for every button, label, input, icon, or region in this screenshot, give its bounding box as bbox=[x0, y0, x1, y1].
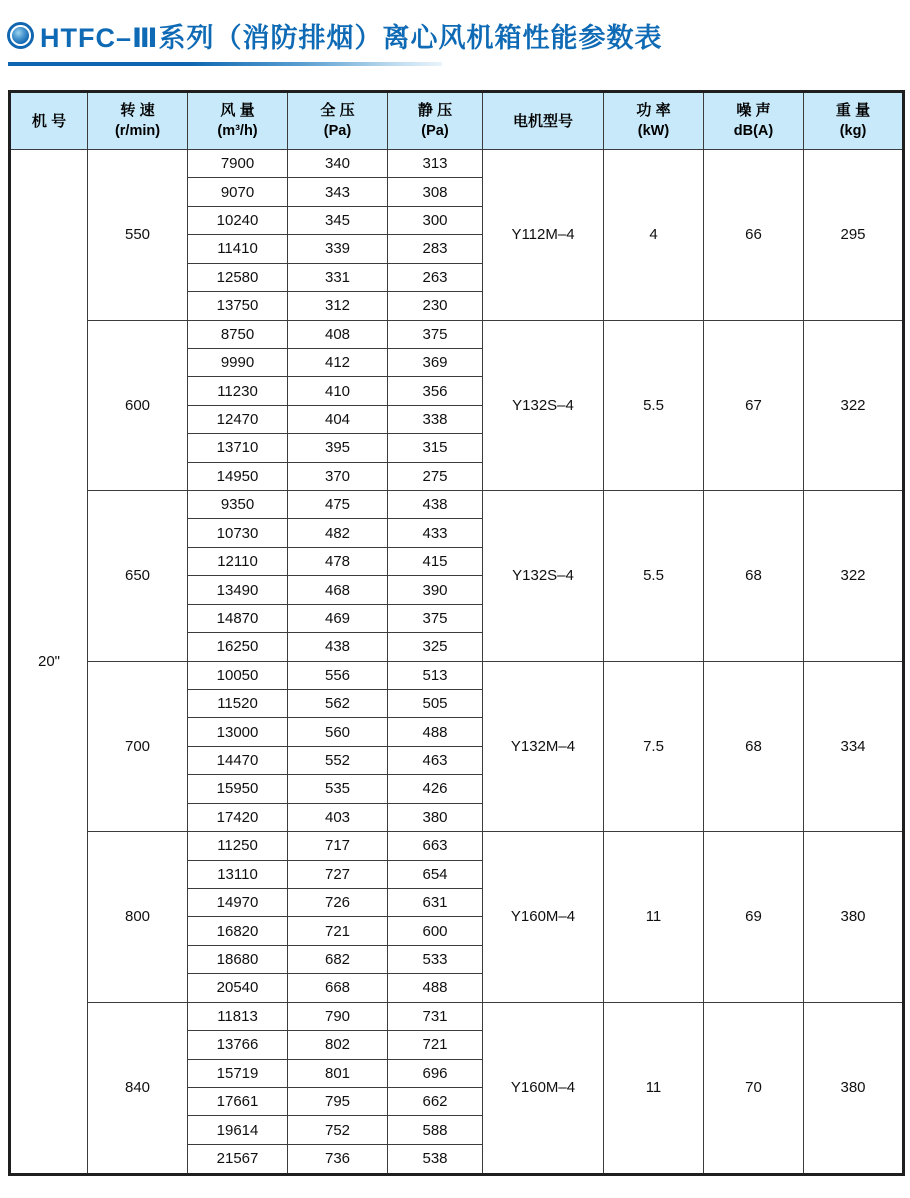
header-label: 风 量 bbox=[220, 102, 255, 120]
cell-static-pressure: 538 bbox=[388, 1144, 483, 1174]
header-label: 重 量 bbox=[835, 102, 871, 120]
cell-total-pressure: 412 bbox=[288, 348, 388, 376]
column-header-machine-no bbox=[10, 92, 88, 150]
cell-motor: Y132S–4 bbox=[483, 320, 604, 491]
cell-speed: 550 bbox=[88, 150, 188, 321]
column-header-power bbox=[604, 92, 704, 150]
cell-airflow: 17420 bbox=[188, 803, 288, 831]
cell-airflow: 7900 bbox=[188, 150, 288, 178]
cell-static-pressure: 375 bbox=[388, 604, 483, 632]
cell-total-pressure: 469 bbox=[288, 604, 388, 632]
cell-static-pressure: 375 bbox=[388, 320, 483, 348]
cell-airflow: 15719 bbox=[188, 1059, 288, 1087]
cell-total-pressure: 403 bbox=[288, 803, 388, 831]
cell-static-pressure: 663 bbox=[388, 832, 483, 860]
cell-total-pressure: 668 bbox=[288, 974, 388, 1002]
cell-total-pressure: 331 bbox=[288, 263, 388, 291]
cell-power: 7.5 bbox=[604, 661, 704, 832]
cell-airflow: 10730 bbox=[188, 519, 288, 547]
cell-static-pressure: 426 bbox=[388, 775, 483, 803]
cell-airflow: 9990 bbox=[188, 348, 288, 376]
table-row bbox=[10, 1002, 904, 1030]
header-label: 机 号 bbox=[31, 112, 67, 130]
cell-airflow: 11813 bbox=[188, 1002, 288, 1030]
cell-airflow: 11250 bbox=[188, 832, 288, 860]
column-header-speed bbox=[88, 92, 188, 150]
column-header-static-pressure bbox=[388, 92, 483, 150]
cell-airflow: 14970 bbox=[188, 888, 288, 916]
page-title: HTFC–Ⅲ系列（消防排烟）离心风机箱性能参数表 bbox=[40, 23, 663, 53]
cell-static-pressure: 369 bbox=[388, 348, 483, 376]
cell-airflow: 13710 bbox=[188, 434, 288, 462]
cell-airflow: 19614 bbox=[188, 1116, 288, 1144]
header-unit: dB(A) bbox=[733, 123, 774, 140]
header-label: 全 压 bbox=[320, 102, 355, 120]
cell-static-pressure: 721 bbox=[388, 1031, 483, 1059]
cell-static-pressure: 600 bbox=[388, 917, 483, 945]
cell-static-pressure: 463 bbox=[388, 746, 483, 774]
cell-total-pressure: 340 bbox=[288, 150, 388, 178]
cell-static-pressure: 283 bbox=[388, 235, 483, 263]
cell-speed: 600 bbox=[88, 320, 188, 491]
cell-static-pressure: 505 bbox=[388, 690, 483, 718]
cell-static-pressure: 631 bbox=[388, 888, 483, 916]
cell-total-pressure: 802 bbox=[288, 1031, 388, 1059]
table-header-row bbox=[10, 92, 904, 150]
cell-airflow: 14950 bbox=[188, 462, 288, 490]
cell-total-pressure: 339 bbox=[288, 235, 388, 263]
cell-total-pressure: 478 bbox=[288, 547, 388, 575]
cell-airflow: 16820 bbox=[188, 917, 288, 945]
cell-static-pressure: 433 bbox=[388, 519, 483, 547]
header-label: 功 率 bbox=[636, 102, 671, 120]
cell-weight: 380 bbox=[804, 1002, 904, 1174]
cell-total-pressure: 438 bbox=[288, 633, 388, 661]
cell-airflow: 9350 bbox=[188, 491, 288, 519]
cell-total-pressure: 345 bbox=[288, 206, 388, 234]
cell-airflow: 13490 bbox=[188, 576, 288, 604]
header-unit: (kW) bbox=[637, 123, 670, 140]
cell-weight: 334 bbox=[804, 661, 904, 832]
cell-static-pressure: 300 bbox=[388, 206, 483, 234]
cell-total-pressure: 408 bbox=[288, 320, 388, 348]
performance-table bbox=[8, 90, 905, 1176]
header-unit: (m³/h) bbox=[217, 123, 258, 140]
cell-airflow: 13110 bbox=[188, 860, 288, 888]
cell-airflow: 15950 bbox=[188, 775, 288, 803]
cell-motor: Y160M–4 bbox=[483, 832, 604, 1003]
cell-noise: 70 bbox=[704, 1002, 804, 1174]
cell-total-pressure: 682 bbox=[288, 945, 388, 973]
cell-airflow: 14870 bbox=[188, 604, 288, 632]
cell-total-pressure: 482 bbox=[288, 519, 388, 547]
cell-power: 4 bbox=[604, 150, 704, 321]
cell-static-pressure: 315 bbox=[388, 434, 483, 462]
cell-total-pressure: 404 bbox=[288, 405, 388, 433]
cell-airflow: 13766 bbox=[188, 1031, 288, 1059]
cell-airflow: 14470 bbox=[188, 746, 288, 774]
cell-weight: 322 bbox=[804, 320, 904, 491]
cell-static-pressure: 263 bbox=[388, 263, 483, 291]
cell-airflow: 11230 bbox=[188, 377, 288, 405]
cell-airflow: 21567 bbox=[188, 1144, 288, 1174]
cell-airflow: 13000 bbox=[188, 718, 288, 746]
cell-total-pressure: 475 bbox=[288, 491, 388, 519]
cell-static-pressure: 338 bbox=[388, 405, 483, 433]
cell-static-pressure: 325 bbox=[388, 633, 483, 661]
column-header-airflow bbox=[188, 92, 288, 150]
column-header-total-pressure bbox=[288, 92, 388, 150]
cell-total-pressure: 562 bbox=[288, 690, 388, 718]
cell-static-pressure: 662 bbox=[388, 1087, 483, 1115]
cell-static-pressure: 513 bbox=[388, 661, 483, 689]
cell-power: 5.5 bbox=[604, 320, 704, 491]
table-row bbox=[10, 320, 904, 348]
cell-power: 11 bbox=[604, 1002, 704, 1174]
cell-total-pressure: 727 bbox=[288, 860, 388, 888]
column-header-weight bbox=[804, 92, 904, 150]
cell-static-pressure: 380 bbox=[388, 803, 483, 831]
title-underline bbox=[8, 62, 442, 66]
cell-static-pressure: 415 bbox=[388, 547, 483, 575]
cell-static-pressure: 533 bbox=[388, 945, 483, 973]
cell-speed: 800 bbox=[88, 832, 188, 1003]
cell-total-pressure: 468 bbox=[288, 576, 388, 604]
table-row bbox=[10, 491, 904, 519]
column-header-noise bbox=[704, 92, 804, 150]
cell-total-pressure: 721 bbox=[288, 917, 388, 945]
cell-total-pressure: 801 bbox=[288, 1059, 388, 1087]
table-row bbox=[10, 832, 904, 860]
cell-motor: Y132S–4 bbox=[483, 491, 604, 662]
cell-total-pressure: 726 bbox=[288, 888, 388, 916]
cell-airflow: 16250 bbox=[188, 633, 288, 661]
cell-airflow: 10240 bbox=[188, 206, 288, 234]
cell-total-pressure: 370 bbox=[288, 462, 388, 490]
cell-static-pressure: 588 bbox=[388, 1116, 483, 1144]
header-label: 转 速 bbox=[120, 102, 155, 120]
cell-total-pressure: 535 bbox=[288, 775, 388, 803]
cell-total-pressure: 343 bbox=[288, 178, 388, 206]
header-label: 静 压 bbox=[417, 102, 453, 120]
cell-static-pressure: 731 bbox=[388, 1002, 483, 1030]
cell-static-pressure: 356 bbox=[388, 377, 483, 405]
header-label: 电机型号 bbox=[512, 112, 573, 130]
cell-motor: Y160M–4 bbox=[483, 1002, 604, 1174]
cell-static-pressure: 488 bbox=[388, 718, 483, 746]
cell-total-pressure: 560 bbox=[288, 718, 388, 746]
cell-static-pressure: 696 bbox=[388, 1059, 483, 1087]
header-label: 噪 声 bbox=[736, 102, 771, 120]
cell-power: 11 bbox=[604, 832, 704, 1003]
cell-airflow: 8750 bbox=[188, 320, 288, 348]
cell-speed: 650 bbox=[88, 491, 188, 662]
cell-airflow: 13750 bbox=[188, 292, 288, 320]
header-unit: (r/min) bbox=[114, 123, 161, 140]
cell-total-pressure: 410 bbox=[288, 377, 388, 405]
header-unit: (Pa) bbox=[421, 123, 449, 140]
cell-noise: 66 bbox=[704, 150, 804, 321]
cell-static-pressure: 313 bbox=[388, 150, 483, 178]
column-header-motor-model bbox=[483, 92, 604, 150]
cell-noise: 68 bbox=[704, 661, 804, 832]
cell-motor: Y132M–4 bbox=[483, 661, 604, 832]
cell-total-pressure: 556 bbox=[288, 661, 388, 689]
cell-static-pressure: 488 bbox=[388, 974, 483, 1002]
cell-airflow: 12110 bbox=[188, 547, 288, 575]
machine-no-cell: 20" bbox=[10, 150, 88, 1175]
cell-total-pressure: 790 bbox=[288, 1002, 388, 1030]
cell-airflow: 18680 bbox=[188, 945, 288, 973]
table-row bbox=[10, 150, 904, 178]
cell-airflow: 10050 bbox=[188, 661, 288, 689]
cell-weight: 295 bbox=[804, 150, 904, 321]
cell-power: 5.5 bbox=[604, 491, 704, 662]
cell-static-pressure: 654 bbox=[388, 860, 483, 888]
cell-static-pressure: 308 bbox=[388, 178, 483, 206]
cell-total-pressure: 752 bbox=[288, 1116, 388, 1144]
cell-airflow: 12580 bbox=[188, 263, 288, 291]
cell-total-pressure: 736 bbox=[288, 1144, 388, 1174]
cell-motor: Y112M–4 bbox=[483, 150, 604, 321]
table-row bbox=[10, 661, 904, 689]
cell-speed: 840 bbox=[88, 1002, 188, 1174]
cell-total-pressure: 312 bbox=[288, 292, 388, 320]
cell-weight: 322 bbox=[804, 491, 904, 662]
cell-airflow: 11520 bbox=[188, 690, 288, 718]
cell-total-pressure: 795 bbox=[288, 1087, 388, 1115]
header-unit: (kg) bbox=[839, 123, 867, 140]
cell-speed: 700 bbox=[88, 661, 188, 832]
cell-static-pressure: 275 bbox=[388, 462, 483, 490]
cell-airflow: 11410 bbox=[188, 235, 288, 263]
bullseye-icon bbox=[10, 25, 31, 46]
cell-airflow: 17661 bbox=[188, 1087, 288, 1115]
cell-total-pressure: 395 bbox=[288, 434, 388, 462]
cell-airflow: 20540 bbox=[188, 974, 288, 1002]
cell-total-pressure: 717 bbox=[288, 832, 388, 860]
cell-total-pressure: 552 bbox=[288, 746, 388, 774]
header-unit: (Pa) bbox=[323, 123, 352, 140]
cell-static-pressure: 230 bbox=[388, 292, 483, 320]
cell-noise: 68 bbox=[704, 491, 804, 662]
cell-static-pressure: 438 bbox=[388, 491, 483, 519]
cell-airflow: 12470 bbox=[188, 405, 288, 433]
cell-static-pressure: 390 bbox=[388, 576, 483, 604]
page-header bbox=[0, 0, 910, 55]
cell-airflow: 9070 bbox=[188, 178, 288, 206]
cell-noise: 69 bbox=[704, 832, 804, 1003]
cell-weight: 380 bbox=[804, 832, 904, 1003]
cell-noise: 67 bbox=[704, 320, 804, 491]
